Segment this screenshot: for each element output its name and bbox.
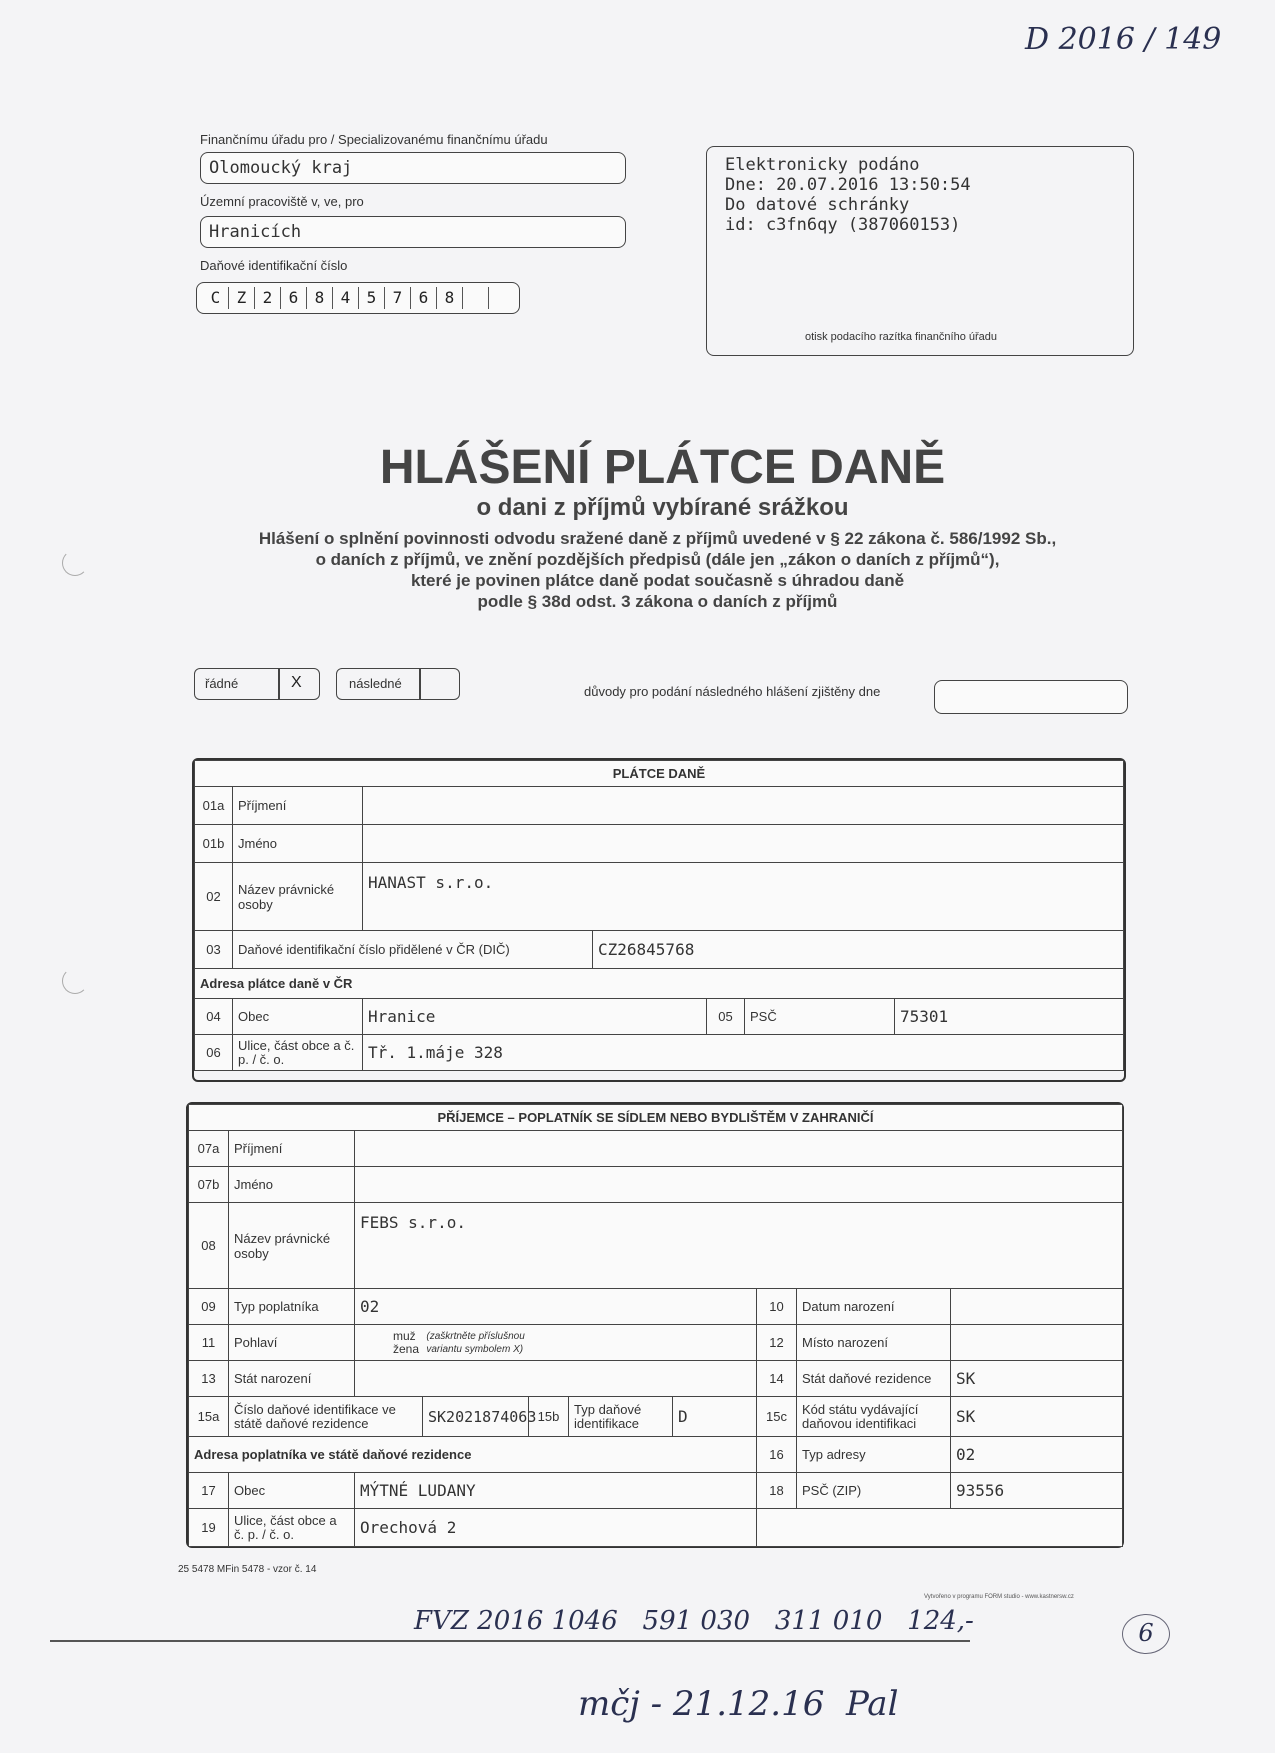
followup-label: následné <box>349 676 402 691</box>
field-label: Kód státu vydávající daňovou identifikaci <box>797 1397 951 1437</box>
gender-female[interactable]: žena <box>393 1341 420 1356</box>
dic-label: Daňové identifikační číslo <box>200 258 348 273</box>
row-num: 18 <box>757 1473 797 1509</box>
field-label: Jméno <box>229 1167 355 1203</box>
recipient-company-field[interactable]: FEBS s.r.o. <box>355 1203 1123 1289</box>
row-num: 15b <box>529 1397 569 1437</box>
field-label: PSČ (ZIP) <box>797 1473 951 1509</box>
stamp-line-1: Elektronicky podáno <box>725 155 920 175</box>
row-num: 12 <box>757 1325 797 1361</box>
regular-filing-checkbox[interactable] <box>194 668 320 700</box>
recipient-tax-country-field[interactable]: SK <box>951 1361 1123 1397</box>
row-num: 05 <box>707 999 745 1035</box>
stamp-line-4: id: c3fn6qy (387060153) <box>725 215 961 235</box>
handwritten-circled-number: 6 <box>1122 1614 1170 1654</box>
row-num: 08 <box>189 1203 229 1289</box>
field-label: Typ daňové identifikace <box>569 1397 673 1437</box>
row-num: 09 <box>189 1289 229 1325</box>
recipient-table <box>188 1104 1123 1547</box>
branch-value: Hranicích <box>209 222 302 242</box>
stamp-caption: otisk podacího razítka finančního úřadu <box>805 331 998 343</box>
recipient-surname-field[interactable] <box>355 1131 1123 1167</box>
row-num: 04 <box>195 999 233 1035</box>
recipient-gender-field[interactable] <box>355 1325 757 1361</box>
field-label: Stát daňové rezidence <box>797 1361 951 1397</box>
branch-field[interactable] <box>200 216 626 248</box>
field-label: Ulice, část obce a č. p. / č. o. <box>229 1509 355 1547</box>
row-num: 17 <box>189 1473 229 1509</box>
row-num: 19 <box>189 1509 229 1547</box>
row-num: 16 <box>757 1437 797 1473</box>
office-value: Olomoucký kraj <box>209 158 353 178</box>
form-code: 25 5478 MFin 5478 - vzor č. 14 <box>178 1564 317 1575</box>
dic-char-cell <box>489 287 515 309</box>
dic-char-cell: 2 <box>255 287 281 309</box>
recipient-birth-country-field[interactable] <box>355 1361 757 1397</box>
payer-surname-field[interactable] <box>363 787 1124 825</box>
recipient-tax-id-field[interactable]: SK2021874063 <box>423 1397 529 1437</box>
field-label: Místo narození <box>797 1325 951 1361</box>
row-num: 10 <box>757 1289 797 1325</box>
field-label: Typ poplatníka <box>229 1289 355 1325</box>
field-label: Číslo daňové identifikace ve státě daňové rezidence <box>229 1397 423 1437</box>
handwritten-accounting-line: FVZ 2016 1046 591 030 311 010 124,- <box>414 1606 974 1636</box>
recipient-birthdate-field[interactable] <box>951 1289 1123 1325</box>
handwritten-signature-line: mčj - 21.12.16 Pal <box>578 1684 899 1724</box>
bottom-rule <box>50 1640 970 1642</box>
form-title: HLÁŠENÍ PLÁTCE DANĚ <box>379 441 946 494</box>
filing-stamp-box <box>706 146 1134 356</box>
divider <box>278 669 280 699</box>
row-num: 02 <box>195 863 233 931</box>
row-num: 07b <box>189 1167 229 1203</box>
description-line-4: podle § 38d odst. 3 zákona o daních z příjmů <box>477 592 838 611</box>
regular-mark: X <box>291 674 302 691</box>
payer-header: PLÁTCE DANĚ <box>195 761 1124 787</box>
payer-firstname-field[interactable] <box>363 825 1124 863</box>
recipient-zip-field[interactable]: 93556 <box>951 1473 1123 1509</box>
stamp-line-3: Do datové schránky <box>725 195 910 215</box>
description-line-2: o daních z příjmů, ve znění pozdějších předpisů (dále jen „zákon o daních z příjmů“), <box>315 550 1000 569</box>
recipient-issuer-country-field[interactable]: SK <box>951 1397 1123 1437</box>
row-num: 11 <box>189 1325 229 1361</box>
form-subtitle: o dani z příjmů vybírané srážkou <box>476 494 849 521</box>
field-label: Obec <box>233 999 363 1035</box>
followup-filing-checkbox[interactable] <box>336 668 460 700</box>
description-line-1: Hlášení o splnění povinnosti odvodu sražené daně z příjmů uvedené v § 22 zákona č. 586/1992 Sb., <box>258 529 1057 548</box>
punch-hole-mark <box>62 968 88 994</box>
row-num: 01b <box>195 825 233 863</box>
stamp-line-2: Dne: 20.07.2016 13:50:54 <box>725 175 971 195</box>
dic-char-cell: Z <box>229 287 255 309</box>
recipient-tax-id-type-field[interactable]: D <box>673 1397 757 1437</box>
row-num: 13 <box>189 1361 229 1397</box>
dic-cells <box>203 287 515 309</box>
field-label: Typ adresy <box>797 1437 951 1473</box>
recipient-city-field[interactable]: MÝTNÉ LUDANY <box>355 1473 757 1509</box>
recipient-address-header: Adresa poplatníka ve státě daňové rezidence <box>189 1437 757 1473</box>
recipient-street-field[interactable]: Orechová 2 <box>355 1509 757 1547</box>
divider <box>419 669 421 699</box>
row-num: 03 <box>195 931 233 969</box>
field-label: Jméno <box>233 825 363 863</box>
branch-label: Územní pracoviště v, ve, pro <box>200 194 364 209</box>
office-label: Finančnímu úřadu pro / Specializovanému finančnímu úřadu <box>200 132 548 147</box>
row-num: 07a <box>189 1131 229 1167</box>
row-num: 15c <box>757 1397 797 1437</box>
dic-char-cell <box>463 287 489 309</box>
form-description <box>0 528 1275 612</box>
software-credit: Vytvořeno v programu FORM studio - www.kastnersw.cz <box>924 1594 1074 1600</box>
gender-hint: (zaškrtněte příslušnou variantu symbolem X) <box>426 1330 525 1355</box>
field-label: Příjmení <box>229 1131 355 1167</box>
payer-street-field[interactable]: Tř. 1.máje 328 <box>363 1035 1124 1071</box>
recipient-firstname-field[interactable] <box>355 1167 1123 1203</box>
payer-company-field[interactable]: HANAST s.r.o. <box>363 863 1124 931</box>
field-label: Obec <box>229 1473 355 1509</box>
field-label: Ulice, část obce a č. p. / č. o. <box>233 1035 363 1071</box>
dic-char-cell: 4 <box>333 287 359 309</box>
field-label: Datum narození <box>797 1289 951 1325</box>
dic-char-cell: 8 <box>437 287 463 309</box>
payer-dic-field[interactable]: CZ26845768 <box>593 931 1124 969</box>
row-num: 14 <box>757 1361 797 1397</box>
dic-char-cell: 7 <box>385 287 411 309</box>
recipient-birthplace-field[interactable] <box>951 1325 1123 1361</box>
recipient-address-type-field[interactable]: 02 <box>951 1437 1123 1473</box>
dic-field[interactable] <box>196 282 520 314</box>
reason-label: důvody pro podání následného hlášení zjištěny dne <box>584 684 881 699</box>
empty-cell <box>757 1509 1123 1547</box>
office-field[interactable] <box>200 152 626 184</box>
row-num: 06 <box>195 1035 233 1071</box>
dic-char-cell: 6 <box>281 287 307 309</box>
dic-char-cell: 5 <box>359 287 385 309</box>
recipient-type-field[interactable]: 02 <box>355 1289 757 1325</box>
payer-table <box>194 760 1124 1071</box>
description-line-3: které je povinen plátce daně podat současně s úhradou daně <box>410 571 905 590</box>
row-num: 01a <box>195 787 233 825</box>
dic-char-cell: 8 <box>307 287 333 309</box>
reason-date-field[interactable] <box>934 680 1128 714</box>
dic-char-cell: 6 <box>411 287 437 309</box>
recipient-header: PŘÍJEMCE – POPLATNÍK SE SÍDLEM NEBO BYDLIŠTĚM V ZAHRANIČÍ <box>189 1105 1123 1131</box>
payer-city-field[interactable]: Hranice <box>363 999 707 1035</box>
payer-zip-field[interactable]: 75301 <box>895 999 1124 1035</box>
row-num: 15a <box>189 1397 229 1437</box>
dic-char-cell: C <box>203 287 229 309</box>
field-label: PSČ <box>745 999 895 1035</box>
field-label: Pohlaví <box>229 1325 355 1361</box>
regular-label: řádné <box>205 676 239 691</box>
gender-male[interactable]: muž <box>393 1328 416 1343</box>
field-label: Příjmení <box>233 787 363 825</box>
field-label: Daňové identifikační číslo přidělené v ČR (DIČ) <box>233 931 593 969</box>
field-label: Název právnické osoby <box>233 863 363 931</box>
field-label: Stát narození <box>229 1361 355 1397</box>
field-label: Název právnické osoby <box>229 1203 355 1289</box>
handwritten-reference: D 2016 / 149 <box>1025 22 1222 57</box>
payer-address-header: Adresa plátce daně v ČR <box>195 969 1124 999</box>
